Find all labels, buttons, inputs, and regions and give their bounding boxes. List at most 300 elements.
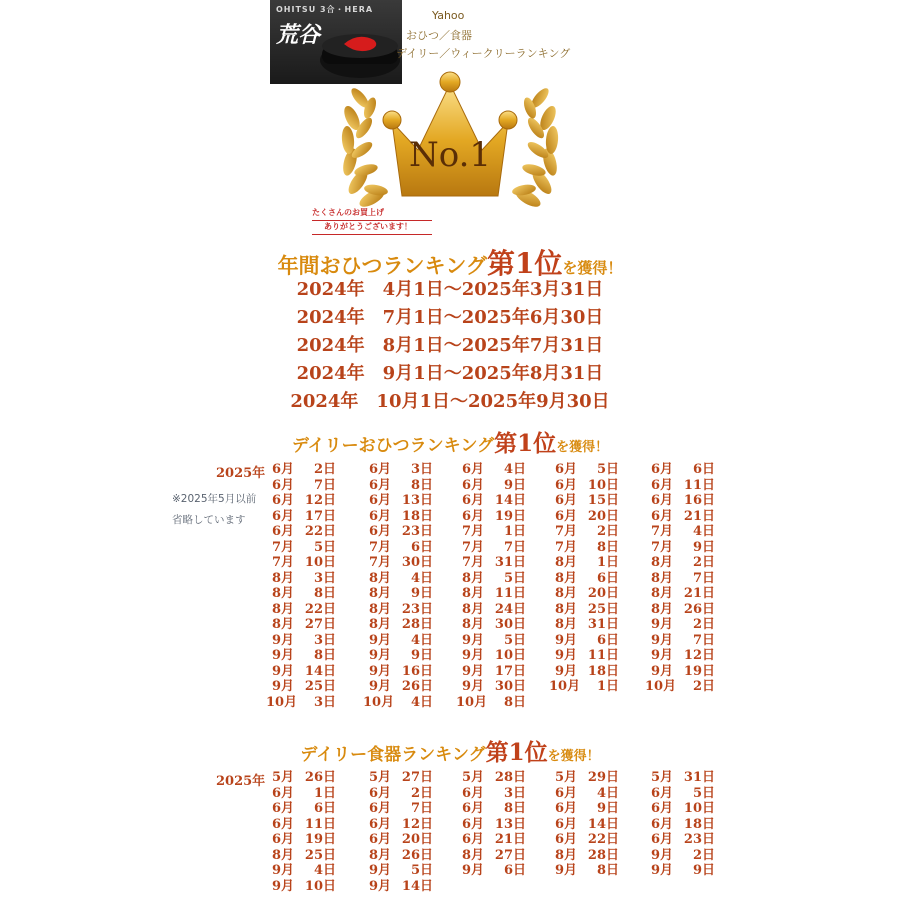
date-day: 27日 (401, 770, 433, 785)
date-month: 6月 (554, 508, 577, 524)
ohitsu-ranking-date (549, 602, 619, 618)
ohitsu-ranking-date (456, 478, 526, 494)
thanks-line-2: ありがとうございます！ (312, 221, 432, 235)
ohitsu-ranking-date (266, 540, 336, 556)
date-month: 6月 (554, 832, 577, 847)
date-day: 8日 (596, 863, 619, 878)
date-month: 6月 (554, 816, 577, 832)
tableware-ranking-date (266, 801, 336, 817)
date-month: 6月 (461, 493, 484, 508)
date-month: 6月 (650, 493, 673, 508)
date-month: 8月 (554, 847, 577, 863)
date-day: 3日 (313, 632, 336, 648)
date-day: 26日 (401, 679, 433, 694)
date-month: 6月 (271, 785, 294, 801)
ohitsu-ranking-date (363, 648, 433, 664)
date-month: 6月 (461, 801, 484, 816)
ohitsu-ranking-date (645, 462, 715, 478)
ohitsu-ranking-date (456, 540, 526, 556)
date-month: 9月 (271, 878, 294, 894)
tableware-ranking-date (549, 832, 619, 848)
date-month: 5月 (461, 770, 484, 785)
ohitsu-ranking-date (266, 648, 336, 664)
tableware-ranking-date (363, 832, 433, 848)
ohitsu-ranking-date (645, 478, 715, 494)
date-month: 7月 (554, 539, 577, 555)
date-month: 7月 (271, 555, 294, 570)
date-day: 4日 (410, 570, 433, 586)
date-day: 13日 (494, 816, 526, 832)
date-day: 20日 (587, 508, 619, 524)
ohitsu-ranking-date (266, 571, 336, 587)
date-day: 13日 (401, 493, 433, 508)
ohitsu-ranking-date (456, 602, 526, 618)
date-month: 8月 (461, 601, 484, 617)
ohitsu-ranking-date (549, 586, 619, 602)
date-month: 9月 (554, 632, 577, 648)
date-month: 10月 (549, 679, 581, 694)
date-month: 9月 (271, 632, 294, 648)
date-day: 2日 (692, 555, 715, 570)
date-day: 25日 (304, 847, 336, 863)
date-day: 5日 (503, 570, 526, 586)
ohitsu-ranking-date (363, 540, 433, 556)
date-day: 31日 (494, 555, 526, 570)
date-month: 6月 (368, 785, 391, 801)
tableware-heading-c: 第1位 (485, 739, 548, 766)
date-day: 10日 (587, 477, 619, 493)
date-day: 4日 (410, 632, 433, 648)
date-day: 4日 (692, 524, 715, 539)
daily-ohitsu-year: 2025年 (216, 466, 266, 481)
ohitsu-ranking-date (266, 462, 336, 478)
date-month: 9月 (271, 863, 294, 878)
date-month: 8月 (368, 847, 391, 863)
date-day: 22日 (304, 524, 336, 539)
ohitsu-ranking-date (363, 478, 433, 494)
date-month: 8月 (554, 617, 577, 632)
date-month: 9月 (461, 863, 484, 878)
ohitsu-ranking-date (266, 586, 336, 602)
omitted-note-line-2: 省略しています (172, 514, 246, 526)
date-month: 10月 (456, 694, 488, 710)
date-month: 9月 (368, 863, 391, 878)
date-day: 4日 (503, 462, 526, 477)
period-5: 2024年 10月1日～2025年9月30日 (290, 391, 610, 412)
date-month: 6月 (461, 462, 484, 477)
ohitsu-ranking-date (549, 478, 619, 494)
date-month: 6月 (271, 801, 294, 816)
date-month: 8月 (271, 847, 294, 863)
date-month: 10月 (266, 694, 298, 710)
ohitsu-ranking-date (549, 555, 619, 571)
ohitsu-ranking-date (363, 602, 433, 618)
date-month: 6月 (368, 524, 391, 539)
date-day: 23日 (401, 524, 433, 539)
tableware-heading-a: デイリー食器 (300, 745, 402, 765)
ohitsu-ranking-date (456, 524, 526, 540)
date-month: 8月 (554, 601, 577, 617)
ohitsu-ranking-date (266, 509, 336, 525)
date-day: 6日 (692, 462, 715, 477)
tableware-ranking-date (645, 770, 715, 786)
header-line-1: Yahoo (432, 9, 465, 22)
tableware-ranking-date (363, 863, 433, 879)
annual-heading-b: ランキング (382, 253, 487, 278)
date-day: 19日 (494, 508, 526, 524)
date-day: 20日 (587, 586, 619, 601)
date-day: 9日 (596, 801, 619, 816)
date-month: 9月 (650, 847, 673, 863)
daily-tableware-year: 2025年 (216, 774, 266, 789)
ohitsu-ranking-date (363, 571, 433, 587)
ohitsu-ranking-date (266, 633, 336, 649)
date-month: 9月 (461, 632, 484, 648)
date-month: 6月 (650, 816, 673, 832)
thanks-line-1: たくさんのお買上げ (312, 207, 432, 221)
date-month: 5月 (271, 770, 294, 785)
date-day: 9日 (410, 648, 433, 663)
date-month: 10月 (363, 694, 395, 710)
ohitsu-ranking-date (645, 555, 715, 571)
date-day: 11日 (587, 648, 619, 663)
date-day: 28日 (494, 770, 526, 785)
date-month: 8月 (650, 555, 673, 570)
date-month: 8月 (461, 617, 484, 632)
date-day: 21日 (494, 832, 526, 847)
ohitsu-ranking-date (645, 586, 715, 602)
ohitsu-ranking-date (456, 586, 526, 602)
tableware-ranking-date (645, 786, 715, 802)
date-month: 6月 (368, 801, 391, 816)
date-day: 1日 (596, 679, 619, 694)
date-day: 26日 (683, 601, 715, 617)
date-month: 9月 (650, 663, 673, 679)
tableware-ranking-date (266, 879, 336, 895)
date-day: 9日 (503, 477, 526, 493)
date-day: 25日 (587, 601, 619, 617)
tableware-ranking-date (363, 879, 433, 895)
daily-tableware-heading (0, 734, 900, 767)
date-month: 7月 (650, 524, 673, 539)
date-month: 6月 (271, 816, 294, 832)
date-month: 6月 (650, 477, 673, 493)
ohitsu-ranking-date (266, 679, 336, 695)
date-month: 6月 (650, 832, 673, 847)
date-month: 6月 (461, 508, 484, 524)
date-month: 9月 (554, 663, 577, 679)
ohitsu-ranking-date (645, 540, 715, 556)
date-month: 9月 (461, 648, 484, 663)
date-day: 5日 (692, 785, 715, 801)
date-day: 6日 (313, 801, 336, 816)
date-day: 19日 (304, 832, 336, 847)
date-month: 6月 (368, 816, 391, 832)
ohitsu-ranking-date (266, 695, 336, 711)
ohitsu-ranking-date (456, 555, 526, 571)
date-month: 6月 (368, 508, 391, 524)
date-month: 9月 (368, 648, 391, 663)
tableware-ranking-date (363, 817, 433, 833)
tableware-ranking-date (549, 863, 619, 879)
date-day: 2日 (692, 617, 715, 632)
ohitsu-ranking-date (549, 509, 619, 525)
tableware-ranking-date (645, 801, 715, 817)
ohitsu-ranking-date (549, 664, 619, 680)
ohitsu-ranking-date (456, 679, 526, 695)
date-month: 9月 (368, 878, 391, 894)
date-day: 10日 (304, 878, 336, 894)
tableware-ranking-date (645, 848, 715, 864)
date-month: 9月 (368, 663, 391, 679)
date-day: 18日 (683, 816, 715, 832)
date-day: 11日 (683, 477, 715, 493)
annual-periods (0, 276, 900, 416)
date-month: 6月 (461, 816, 484, 832)
date-month: 9月 (271, 648, 294, 663)
ohitsu-ranking-date (266, 555, 336, 571)
date-day: 28日 (587, 847, 619, 863)
date-day: 24日 (494, 601, 526, 617)
ohitsu-ranking-date (645, 633, 715, 649)
date-day: 27日 (494, 847, 526, 863)
date-day: 10日 (683, 801, 715, 816)
date-day: 14日 (304, 663, 336, 679)
date-month: 8月 (650, 586, 673, 601)
date-month: 6月 (554, 462, 577, 477)
date-month: 9月 (650, 863, 673, 878)
ohitsu-ranking-date (363, 586, 433, 602)
ohitsu-ranking-date (456, 493, 526, 509)
date-month: 5月 (368, 770, 391, 785)
annual-heading-a: 年間おひつ (277, 253, 383, 278)
tableware-heading-d: を獲得！ (547, 749, 600, 764)
tableware-ranking-date (363, 848, 433, 864)
ohitsu-ranking-date (363, 664, 433, 680)
date-month: 7月 (461, 539, 484, 555)
date-day: 26日 (401, 847, 433, 863)
annual-heading-c: 第1位 (486, 247, 563, 280)
date-day: 20日 (401, 832, 433, 847)
no1-crown-badge (330, 68, 570, 214)
ohitsu-ranking-date (456, 509, 526, 525)
date-month: 6月 (650, 801, 673, 816)
tableware-ranking-date (456, 863, 526, 879)
date-day: 17日 (304, 508, 336, 524)
ohitsu-ranking-date (363, 617, 433, 633)
ohitsu-ranking-date (363, 555, 433, 571)
ohitsu-ranking-date (549, 493, 619, 509)
tableware-ranking-date (363, 801, 433, 817)
ohitsu-ranking-date (363, 524, 433, 540)
ohitsu-ranking-date (266, 478, 336, 494)
date-day: 9日 (692, 863, 715, 878)
tableware-ranking-date (456, 848, 526, 864)
date-day: 8日 (596, 539, 619, 555)
date-month: 8月 (271, 570, 294, 586)
date-day: 2日 (410, 785, 433, 801)
tableware-ranking-date (266, 832, 336, 848)
date-day: 4日 (410, 694, 433, 710)
period-3: 2024年 8月1日～2025年7月31日 (296, 335, 604, 356)
date-month: 6月 (650, 508, 673, 524)
daily-ohitsu-heading (0, 425, 900, 458)
date-month: 6月 (368, 832, 391, 847)
date-day: 22日 (304, 601, 336, 617)
tableware-ranking-date (363, 770, 433, 786)
date-day: 12日 (683, 648, 715, 663)
daily-heading-d: を獲得！ (556, 440, 609, 455)
ohitsu-ranking-date (549, 462, 619, 478)
date-day: 8日 (503, 694, 526, 710)
date-day: 12日 (401, 816, 433, 832)
date-day: 8日 (313, 586, 336, 601)
date-day: 3日 (313, 570, 336, 586)
date-day: 3日 (313, 694, 336, 710)
date-day: 25日 (304, 679, 336, 694)
date-day: 1日 (503, 524, 526, 539)
ohitsu-ranking-date (456, 648, 526, 664)
date-day: 9日 (410, 586, 433, 601)
product-name: OHITSU 3合・HERA (276, 5, 374, 14)
date-day: 6日 (596, 570, 619, 586)
date-day: 23日 (683, 832, 715, 847)
date-month: 8月 (461, 570, 484, 586)
date-day: 31日 (683, 770, 715, 785)
tableware-ranking-date (456, 786, 526, 802)
tableware-ranking-date (266, 863, 336, 879)
ohitsu-ranking-date (363, 462, 433, 478)
date-month: 6月 (461, 832, 484, 847)
date-month: 8月 (461, 847, 484, 863)
date-month: 9月 (554, 648, 577, 663)
ohitsu-ranking-date (549, 648, 619, 664)
date-month: 6月 (650, 462, 673, 477)
ohitsu-ranking-date (645, 493, 715, 509)
date-month: 6月 (271, 462, 294, 477)
date-day: 31日 (587, 617, 619, 632)
tableware-ranking-date (456, 817, 526, 833)
ohitsu-ranking-date (645, 509, 715, 525)
period-4: 2024年 9月1日～2025年8月31日 (296, 363, 604, 384)
date-day: 5日 (410, 863, 433, 878)
date-day: 8日 (410, 477, 433, 493)
date-month: 8月 (368, 617, 391, 632)
date-month: 8月 (271, 586, 294, 601)
date-day: 7日 (410, 801, 433, 816)
date-month: 9月 (650, 632, 673, 648)
ohitsu-ranking-date (456, 571, 526, 587)
tableware-ranking-date (645, 863, 715, 879)
date-day: 7日 (692, 632, 715, 648)
date-month: 8月 (650, 601, 673, 617)
date-day: 4日 (313, 863, 336, 878)
brand-logo: 荒谷 (276, 22, 321, 48)
date-month: 6月 (650, 785, 673, 801)
date-month: 8月 (368, 586, 391, 601)
date-day: 6日 (410, 539, 433, 555)
date-month: 7月 (650, 539, 673, 555)
date-month: 6月 (271, 524, 294, 539)
date-day: 15日 (587, 493, 619, 508)
ohitsu-ranking-date (363, 509, 433, 525)
tableware-ranking-date (456, 832, 526, 848)
date-day: 11日 (304, 816, 336, 832)
ohitsu-ranking-date (645, 571, 715, 587)
omitted-note (172, 489, 256, 531)
date-month: 9月 (368, 679, 391, 694)
tableware-ranking-date (549, 817, 619, 833)
date-day: 14日 (587, 816, 619, 832)
date-month: 8月 (554, 586, 577, 601)
tableware-ranking-date (266, 817, 336, 833)
daily-heading-c: 第1位 (494, 430, 557, 457)
ohitsu-ranking-date (266, 493, 336, 509)
ohitsu-ranking-date (266, 617, 336, 633)
date-day: 8日 (503, 801, 526, 816)
tableware-ranking-date (549, 848, 619, 864)
tableware-ranking-date (549, 770, 619, 786)
ohitsu-ranking-date (363, 633, 433, 649)
ohitsu-ranking-date (645, 679, 715, 695)
date-day: 7日 (503, 539, 526, 555)
date-day: 5日 (313, 539, 336, 555)
thanks-note (312, 207, 432, 235)
ohitsu-ranking-date (266, 602, 336, 618)
date-day: 9日 (692, 539, 715, 555)
tableware-ranking-date (645, 817, 715, 833)
date-month: 8月 (368, 601, 391, 617)
ohitsu-ranking-date (363, 679, 433, 695)
date-month: 9月 (271, 663, 294, 679)
date-month: 8月 (461, 586, 484, 601)
tableware-ranking-date (549, 786, 619, 802)
date-month: 6月 (368, 477, 391, 493)
ohitsu-ranking-date (549, 524, 619, 540)
tableware-heading-b: ランキング (401, 745, 486, 765)
date-day: 6日 (503, 863, 526, 878)
date-day: 3日 (503, 785, 526, 801)
badge-text: No.1 (408, 135, 492, 175)
date-month: 6月 (554, 785, 577, 801)
date-month: 6月 (554, 493, 577, 508)
date-day: 27日 (304, 617, 336, 632)
ohitsu-ranking-date (456, 633, 526, 649)
date-day: 23日 (401, 601, 433, 617)
annual-heading-d: を獲得！ (562, 259, 623, 277)
header-line-3: デイリー／ウィークリーランキング (396, 47, 571, 60)
date-month: 5月 (650, 770, 673, 785)
tableware-ranking-date (549, 801, 619, 817)
date-day: 30日 (494, 679, 526, 694)
date-day: 7日 (313, 477, 336, 493)
date-day: 30日 (494, 617, 526, 632)
ohitsu-ranking-date (456, 617, 526, 633)
date-month: 6月 (368, 493, 391, 508)
tableware-ranking-date (266, 770, 336, 786)
date-day: 19日 (683, 663, 715, 679)
date-day: 5日 (503, 632, 526, 648)
date-month: 6月 (554, 801, 577, 816)
date-day: 8日 (313, 648, 336, 663)
date-day: 28日 (401, 617, 433, 632)
date-day: 1日 (596, 555, 619, 570)
date-day: 2日 (692, 847, 715, 863)
date-day: 17日 (494, 663, 526, 679)
date-day: 2日 (596, 524, 619, 539)
date-day: 29日 (587, 770, 619, 785)
date-day: 10日 (304, 555, 336, 570)
